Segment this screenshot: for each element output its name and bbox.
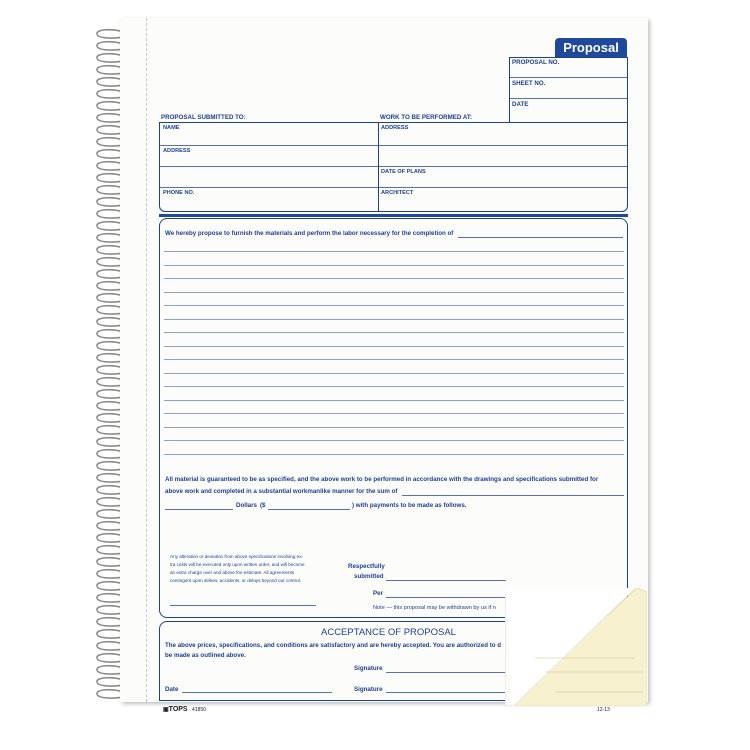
description-line [164, 427, 624, 428]
tops-logo-icon: ▣ [163, 707, 169, 713]
address-divider [378, 123, 379, 211]
description-line [164, 278, 624, 279]
dollars-value-line [268, 509, 350, 510]
date-line [182, 692, 332, 693]
alteration-line: tra costs will be executed only upon written order, and will become [170, 562, 305, 567]
dollars-amount-line [165, 509, 233, 510]
description-line [164, 386, 624, 387]
divider [160, 166, 378, 167]
divider [160, 187, 378, 188]
guarantee-line-2: above work and completed in a substantial workmanlike manner for the sum of [165, 488, 398, 495]
page-curl-corner [505, 588, 647, 706]
description-line [164, 413, 624, 414]
signature-line-1 [386, 672, 506, 673]
submitted-line [386, 580, 506, 581]
description-line [164, 440, 624, 441]
form-number: 41850 [192, 707, 206, 713]
description-line [164, 346, 624, 347]
divider [510, 98, 627, 99]
brand-name: TOPS [168, 706, 188, 713]
respectfully-label: Respectfully [348, 563, 385, 570]
divider [379, 187, 627, 188]
description-line [164, 305, 624, 306]
brand-logo [163, 706, 188, 713]
proposal-no-label: PROPOSAL NO. [512, 59, 560, 66]
per-line [386, 597, 506, 598]
alteration-line: Any alteration or deviation from above specifications involving ex- [170, 554, 304, 559]
proposal-number-box [509, 57, 628, 123]
sheet-no-label: SHEET NO. [512, 80, 546, 87]
phone-label: PHONE NO. [163, 190, 195, 196]
signature-label-2: Signature [354, 686, 383, 693]
guarantee-line-1: All material is guaranteed to be as specified, and the above work to be performed in accordance with the drawings and specifications submitted for [165, 476, 599, 483]
note-text: Note — this proposal may be withdrawn by us if n [373, 605, 496, 611]
signature-line-2 [386, 692, 506, 693]
name-label: NAME [163, 125, 180, 131]
submitted-to-label: PROPOSAL SUBMITTED TO: [161, 114, 246, 121]
description-line [164, 373, 624, 374]
dollars-label: Dollars [236, 502, 257, 509]
description-line [164, 400, 624, 401]
work-at-label: WORK TO BE PERFORMED AT: [380, 114, 473, 121]
address-right-label: ADDRESS [381, 125, 409, 131]
description-line [164, 454, 624, 455]
perforation-line [146, 18, 147, 702]
propose-text: We hereby propose to furnish the materials and perform the labor necessary for the completion of [165, 230, 454, 237]
date-of-plans-label: DATE OF PLANS [381, 169, 426, 175]
dollars-paren: ($ [260, 502, 266, 509]
signature-label-1: Signature [354, 665, 383, 672]
description-line [164, 251, 624, 252]
payments-text: ) with payments to be made as follows. [352, 502, 467, 509]
separator-bar [159, 214, 628, 217]
divider [510, 77, 627, 78]
sum-line [402, 495, 624, 496]
date-label-bottom: Date [165, 686, 179, 693]
divider [160, 145, 378, 146]
form-title-tab: Proposal [555, 38, 627, 58]
acceptance-line-1: The above prices, specifications, and conditions are satisfactory and are hereby accepted. You are authorized to d [165, 642, 502, 649]
signature-line-left [170, 605, 316, 606]
architect-label: ARCHITECT [381, 190, 414, 196]
alteration-line: an extra charge over and above the estimate. All agreements [170, 570, 295, 575]
description-line [164, 292, 624, 293]
description-line [164, 265, 624, 266]
acceptance-line-2: be made as outlined above. [165, 652, 246, 659]
submitted-label: submitted [354, 573, 384, 580]
date-label: DATE [512, 101, 529, 108]
completion-line [458, 237, 623, 238]
alteration-line: contingent upon strikes, accidents, or delays beyond our control. [170, 578, 301, 583]
divider [379, 166, 627, 167]
description-line [164, 332, 624, 333]
divider [379, 145, 627, 146]
address-left-label: ADDRESS [163, 148, 191, 154]
acceptance-title: ACCEPTANCE OF PROPOSAL [321, 627, 456, 638]
per-label: Per [373, 590, 383, 597]
revision-code: 12-13 [597, 707, 610, 713]
description-line [164, 319, 624, 320]
address-block [159, 122, 628, 212]
alteration-text [170, 553, 305, 585]
description-line [164, 359, 624, 360]
